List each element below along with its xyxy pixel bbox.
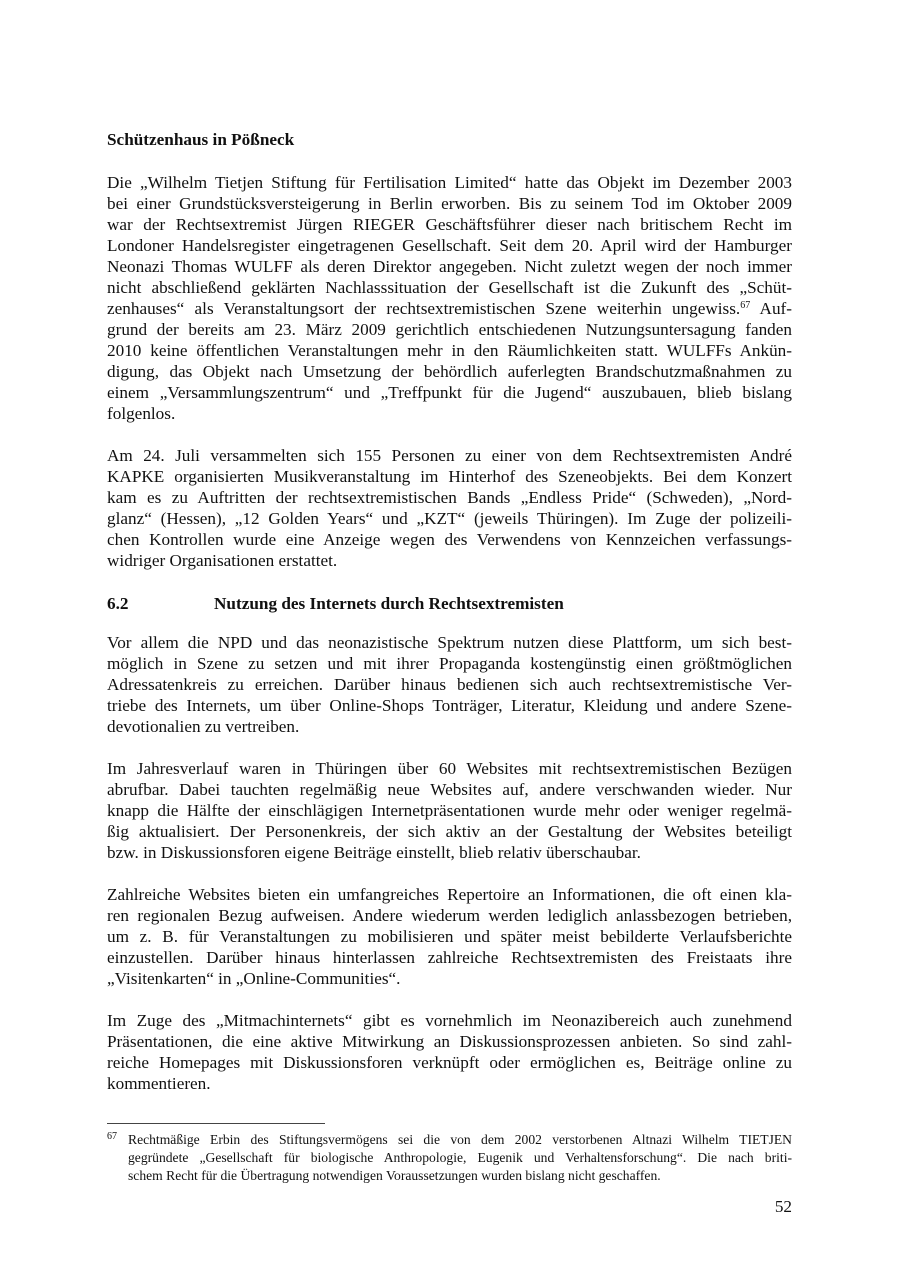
paragraph-line: devotionalien zu vertreiben. (107, 717, 300, 736)
paragraph-line: Im Zuge des „Mitmachinternets“ gibt es vornehmlich im Neonazibereich auch zunehmend (107, 1011, 792, 1030)
paragraph-line: Präsentationen, die eine aktive Mitwirkung an Diskussionsprozessen anbieten. So sind zahl- (107, 1032, 792, 1051)
footnote-line: Rechtmäßige Erbin des Stiftungsvermögens sei die von dem 2002 verstorbenen Altnazi Wilhelm TIETJEN (128, 1132, 792, 1147)
paragraph-line: nicht abschließend geklärten Nachlasssituation der Gesellschaft ist die Zukunft des „Schüt- (107, 278, 792, 297)
paragraph-line: Zahlreiche Websites bieten ein umfangreiches Repertoire an Informationen, die oft einen kla- (107, 885, 792, 904)
paragraph-line: Im Jahresverlauf waren in Thüringen über 60 Websites mit rechtsextremistischen Bezügen (107, 759, 792, 778)
footnote-reference: 67 (740, 300, 751, 311)
section-title: Nutzung des Internets durch Rechtsextremisten (214, 594, 564, 613)
paragraph-line: grund der bereits am 23. März 2009 gerichtlich entschiedenen Nutzungsuntersagung fanden (107, 320, 792, 339)
section-heading-row (107, 593, 792, 614)
footnote-divider (107, 1123, 325, 1124)
paragraph-line: möglich in Szene zu setzen und mit ihrer Propaganda kostengünstig einen größtmöglichen (107, 654, 792, 673)
section-heading: Schützenhaus in Pößneck (107, 130, 295, 149)
paragraph-line: ßig aktualisiert. Der Personenkreis, der sich aktiv an der Gestaltung der Websites beteiligt (107, 822, 792, 841)
paragraph-line: einzustellen. Darüber hinaus hinterlassen zahlreiche Rechtsextremisten des Freistaats ihre (107, 948, 792, 967)
paragraph-line: Londoner Handelsregister eingetragenen Gesellschaft. Seit dem 20. April wird der Hamburger (107, 236, 792, 255)
paragraph-line: ren regionalen Bezug aufweisen. Andere wiederum werden lediglich anlassbezogen betrieben, (107, 906, 792, 925)
paragraph-line: kommentieren. (107, 1074, 211, 1093)
paragraph-line (107, 298, 792, 319)
paragraph-line: folgenlos. (107, 404, 176, 423)
paragraph-line: Am 24. Juli versammelten sich 155 Personen zu einer von dem Rechtsextremisten André (107, 446, 792, 465)
footnote-line: gegründete „Gesellschaft für biologische Anthropologie, Eugenik und Verhaltensforschung“. Die nach briti- (128, 1150, 792, 1165)
paragraph-line: abrufbar. Dabei tauchten regelmäßig neue Websites auf, andere verschwanden wieder. Nur (107, 780, 792, 799)
footnote-number: 67 (107, 1131, 117, 1142)
paragraph-line: Neonazi Thomas WULFF als deren Direktor angegeben. Nicht zuletzt wegen der noch immer (107, 257, 792, 276)
page-number: 52 (774, 1197, 792, 1216)
paragraph-line: knapp die Hälfte der einschlägigen Internetpräsentationen wurde mehr oder weniger regelmä- (107, 801, 792, 820)
paragraph-line: war der Rechtsextremist Jürgen RIEGER Geschäftsführer dieser nach britischem Recht im (107, 215, 792, 234)
paragraph-line: Adressatenkreis zu erreichen. Darüber hinaus bedienen sich auch rechtsextremistische Ver- (107, 675, 792, 694)
paragraph-line: glanz“ (Hessen), „12 Golden Years“ und „KZT“ (jeweils Thüringen). Im Zuge der polizeili- (107, 509, 792, 528)
paragraph-line: bei einer Grundstücksversteigerung in Berlin erworben. Bis zu seinem Tod im Oktober 2009 (107, 194, 792, 213)
paragraph-line: chen Kontrollen wurde eine Anzeige wegen des Verwendens von Kennzeichen verfassungs- (107, 530, 792, 549)
paragraph-line: „Visitenkarten“ in „Online-Communities“. (107, 969, 401, 988)
paragraph-line: bzw. in Diskussionsforen eigene Beiträge einstellt, blieb relativ überschaubar. (107, 843, 641, 862)
paragraph-line: um z. B. für Veranstaltungen zu mobilisieren und später meist bebilderte Verlaufsberichte (107, 927, 792, 946)
section-number: 6.2 (107, 594, 129, 613)
paragraph-line: 2010 keine öffentlichen Veranstaltungen mehr in den Räumlichkeiten statt. WULFFs Ankün- (107, 341, 792, 360)
paragraph-line: KAPKE organisierten Musikveranstaltung im Hinterhof des Szeneobjekts. Bei dem Konzert (107, 467, 792, 486)
paragraph-line: widriger Organisationen erstattet. (107, 551, 338, 570)
paragraph-line: Vor allem die NPD und das neonazistische Spektrum nutzen diese Plattform, um sich best- (107, 633, 792, 652)
paragraph-line: reiche Homepages mit Diskussionsforen verknüpft oder ermöglichen es, Beiträge online zu (107, 1053, 792, 1072)
paragraph-line: kam es zu Auftritten der rechtsextremistischen Bands „Endless Pride“ (Schweden), „Nord- (107, 488, 792, 507)
paragraph-text: zenhauses“ als Veranstaltungsort der rechtsextremistischen Szene weiterhin ungewiss. (107, 299, 741, 318)
footnote-line: schem Recht für die Übertragung notwendigen Voraussetzungen wurden bislang nicht geschaffen. (128, 1168, 661, 1183)
paragraph-line: Die „Wilhelm Tietjen Stiftung für Fertilisation Limited“ hatte das Objekt im Dezember 2003 (107, 173, 792, 192)
paragraph-line: einem „Versammlungszentrum“ und „Treffpunkt für die Jugend“ auszubauen, blieb bislang (107, 383, 792, 402)
paragraph-line: triebe des Internets, um über Online-Shops Tonträger, Literatur, Kleidung und andere Szene- (107, 696, 792, 715)
paragraph-text: Auf- (750, 299, 792, 318)
paragraph-line: digung, das Objekt nach Umsetzung der behördlich auferlegten Brandschutzmaßnahmen zu (107, 362, 792, 381)
